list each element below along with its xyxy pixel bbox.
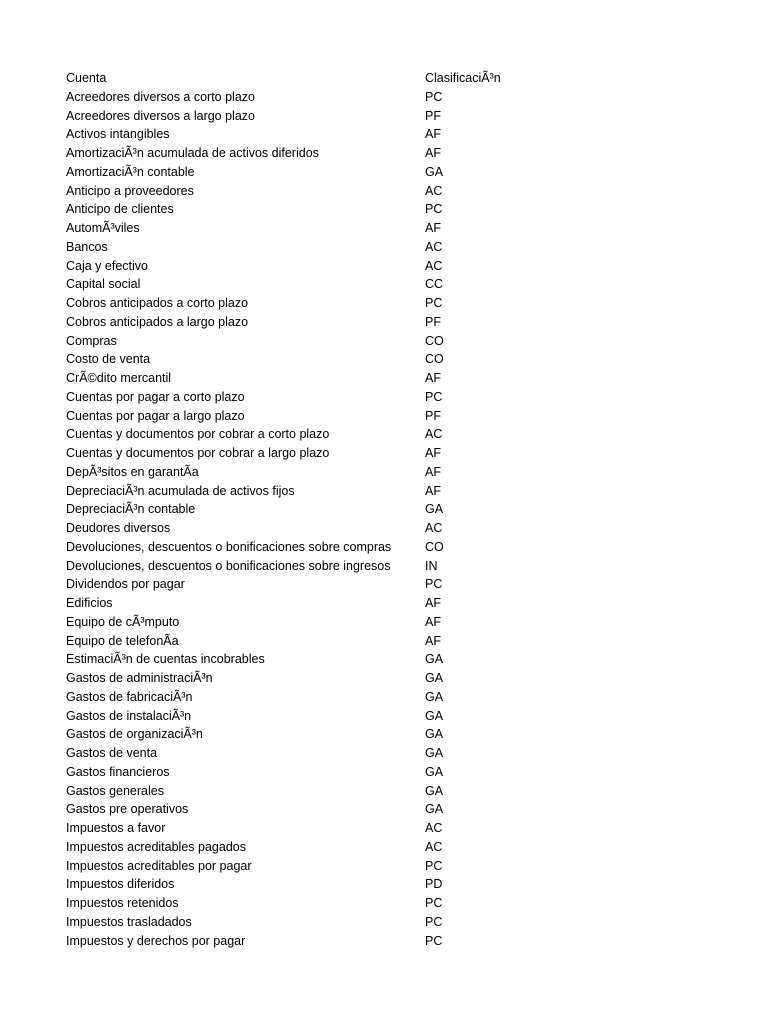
table-row	[66, 782, 706, 801]
account-cell: Gastos de administraciÃ³n	[66, 671, 213, 685]
classification-cell: PC	[425, 389, 443, 404]
table-row	[66, 725, 706, 744]
account-cell: Cobros anticipados a corto plazo	[66, 296, 249, 310]
table-row	[66, 407, 706, 426]
table-row	[66, 875, 706, 894]
classification-cell: AC	[425, 239, 443, 254]
table-row	[66, 425, 706, 444]
table-row	[66, 482, 706, 501]
classification-cell: PF	[425, 314, 441, 329]
classification-cell: GA	[425, 689, 444, 704]
account-cell: Equipo de cÃ³mputo	[66, 614, 180, 629]
table-row	[66, 519, 706, 538]
classification-cell: PF	[425, 108, 441, 123]
table-row	[66, 800, 706, 819]
table-row	[66, 257, 706, 276]
account-cell: AmortizaciÃ³n acumulada de activos diferidos	[66, 146, 319, 160]
classification-cell: AC	[425, 427, 443, 442]
classification-cell: PC	[425, 202, 443, 217]
table-row	[66, 200, 706, 219]
account-cell: Cuentas por pagar a corto plazo	[66, 389, 245, 404]
table-row	[66, 107, 706, 126]
table-row	[66, 238, 706, 257]
table-row	[66, 388, 706, 407]
classification-cell: PD	[425, 877, 443, 892]
classification-cell: PC	[425, 577, 443, 592]
classification-cell: PF	[425, 408, 441, 423]
account-cell: Deudores diversos	[66, 521, 171, 535]
account-cell: Cuentas y documentos por cobrar a corto plazo	[66, 427, 330, 442]
account-cell: EstimaciÃ³n de cuentas incobrables	[66, 652, 265, 667]
account-cell: Caja y efectivo	[66, 258, 148, 273]
classification-cell: IN	[425, 558, 438, 573]
classification-cell: AF	[425, 464, 441, 479]
table-row	[66, 894, 706, 913]
classification-cell: CO	[425, 352, 444, 367]
table-row	[66, 838, 706, 857]
classification-cell: GA	[425, 764, 444, 779]
classification-cell: AF	[425, 371, 441, 385]
account-cell: Equipo de telefonÃa	[66, 633, 179, 648]
classification-cell: AC	[425, 821, 443, 835]
account-cell: Gastos financieros	[66, 764, 170, 779]
classification-cell: AF	[425, 146, 441, 160]
classification-cell: CO	[425, 539, 444, 554]
account-cell: Activos intangibles	[66, 127, 170, 142]
table-row	[66, 444, 706, 463]
table-row	[66, 144, 706, 163]
classification-cell: GA	[425, 652, 444, 667]
account-cell: Impuestos trasladados	[66, 914, 192, 929]
account-cell: Cuentas y documentos por cobrar a largo plazo	[66, 446, 330, 460]
table-row	[66, 182, 706, 201]
table-row	[66, 763, 706, 782]
table-row	[66, 350, 706, 369]
account-cell: Bancos	[66, 239, 108, 254]
table-header-row	[66, 69, 706, 88]
classification-cell: PC	[425, 89, 443, 104]
account-cell: Impuestos acreditables pagados	[66, 839, 246, 854]
account-cell: Impuestos diferidos	[66, 877, 175, 892]
classification-cell: GA	[425, 164, 444, 179]
classification-cell: GA	[425, 783, 444, 798]
classification-cell: GA	[425, 708, 444, 723]
header-account: Cuenta	[66, 71, 107, 85]
classification-cell: AC	[425, 258, 443, 273]
classification-cell: AC	[425, 839, 443, 854]
account-cell: Gastos de fabricaciÃ³n	[66, 689, 193, 704]
table-row	[66, 163, 706, 182]
table-row	[66, 294, 706, 313]
account-cell: Cobros anticipados a largo plazo	[66, 314, 249, 329]
table-row	[66, 913, 706, 932]
classification-cell: CO	[425, 333, 444, 348]
classification-cell: AF	[425, 221, 441, 235]
account-cell: Acreedores diversos a largo plazo	[66, 108, 255, 123]
classification-cell: GA	[425, 502, 444, 517]
account-cell: Gastos pre operativos	[66, 802, 189, 817]
account-cell: DepreciaciÃ³n contable	[66, 502, 196, 517]
account-cell: Cuentas por pagar a largo plazo	[66, 408, 245, 423]
table-row	[66, 332, 706, 351]
account-classification-table	[66, 69, 706, 950]
classification-cell: AF	[425, 446, 441, 460]
table-row	[66, 932, 706, 951]
account-cell: Impuestos acreditables por pagar	[66, 858, 252, 873]
classification-cell: GA	[425, 671, 444, 685]
account-cell: AutomÃ³viles	[66, 221, 140, 235]
table-row	[66, 632, 706, 651]
account-cell: Impuestos a favor	[66, 821, 166, 835]
account-cell: CrÃ©dito mercantil	[66, 371, 172, 385]
table-row	[66, 744, 706, 763]
classification-cell: AF	[425, 127, 441, 142]
classification-cell: AF	[425, 614, 441, 629]
account-cell: DepreciaciÃ³n acumulada de activos fijos	[66, 483, 295, 498]
table-row	[66, 557, 706, 576]
account-cell: Edificios	[66, 596, 113, 610]
table-row	[66, 88, 706, 107]
classification-cell: PC	[425, 858, 443, 873]
classification-cell: PC	[425, 296, 443, 310]
account-cell: Gastos de venta	[66, 746, 158, 760]
table-row	[66, 219, 706, 238]
classification-cell: PC	[425, 896, 443, 910]
table-row	[66, 819, 706, 838]
table-row	[66, 275, 706, 294]
classification-cell: AC	[425, 521, 443, 535]
account-cell: Devoluciones, descuentos o bonificaciones sobre ingresos	[66, 558, 391, 573]
table-row	[66, 575, 706, 594]
account-cell: Gastos de organizaciÃ³n	[66, 727, 203, 742]
classification-cell: PC	[425, 933, 443, 948]
account-cell: Impuestos retenidos	[66, 896, 179, 910]
account-cell: Anticipo a proveedores	[66, 183, 194, 198]
account-cell: Acreedores diversos a corto plazo	[66, 89, 255, 104]
table-row	[66, 125, 706, 144]
table-row	[66, 613, 706, 632]
table-row	[66, 707, 706, 726]
classification-cell: PC	[425, 914, 443, 929]
account-cell: AmortizaciÃ³n contable	[66, 164, 195, 179]
table-body	[66, 88, 706, 951]
account-cell: Gastos de instalaciÃ³n	[66, 708, 192, 723]
account-cell: Dividendos por pagar	[66, 577, 185, 592]
table-row	[66, 594, 706, 613]
account-cell: Costo de venta	[66, 352, 151, 367]
table-row	[66, 369, 706, 388]
classification-cell: AF	[425, 596, 441, 610]
account-cell: Gastos generales	[66, 783, 164, 798]
table-row	[66, 688, 706, 707]
table-row	[66, 538, 706, 557]
table-row	[66, 463, 706, 482]
account-cell: Compras	[66, 333, 117, 348]
table-row	[66, 500, 706, 519]
account-cell: Capital social	[66, 277, 141, 292]
classification-cell: GA	[425, 746, 444, 760]
header-classification: ClasificaciÃ³n	[425, 71, 501, 85]
classification-cell: GA	[425, 727, 444, 742]
table-row	[66, 669, 706, 688]
classification-cell: CC	[425, 277, 444, 292]
classification-cell: AF	[425, 633, 441, 648]
account-cell: Anticipo de clientes	[66, 202, 174, 217]
classification-cell: AC	[425, 183, 443, 198]
table-row	[66, 313, 706, 332]
table-row	[66, 857, 706, 876]
account-cell: Impuestos y derechos por pagar	[66, 933, 246, 948]
account-cell: DepÃ³sitos en garantÃa	[66, 464, 199, 479]
account-cell: Devoluciones, descuentos o bonificaciones sobre compras	[66, 539, 392, 554]
table-row	[66, 650, 706, 669]
classification-cell: AF	[425, 483, 441, 498]
classification-cell: GA	[425, 802, 444, 817]
